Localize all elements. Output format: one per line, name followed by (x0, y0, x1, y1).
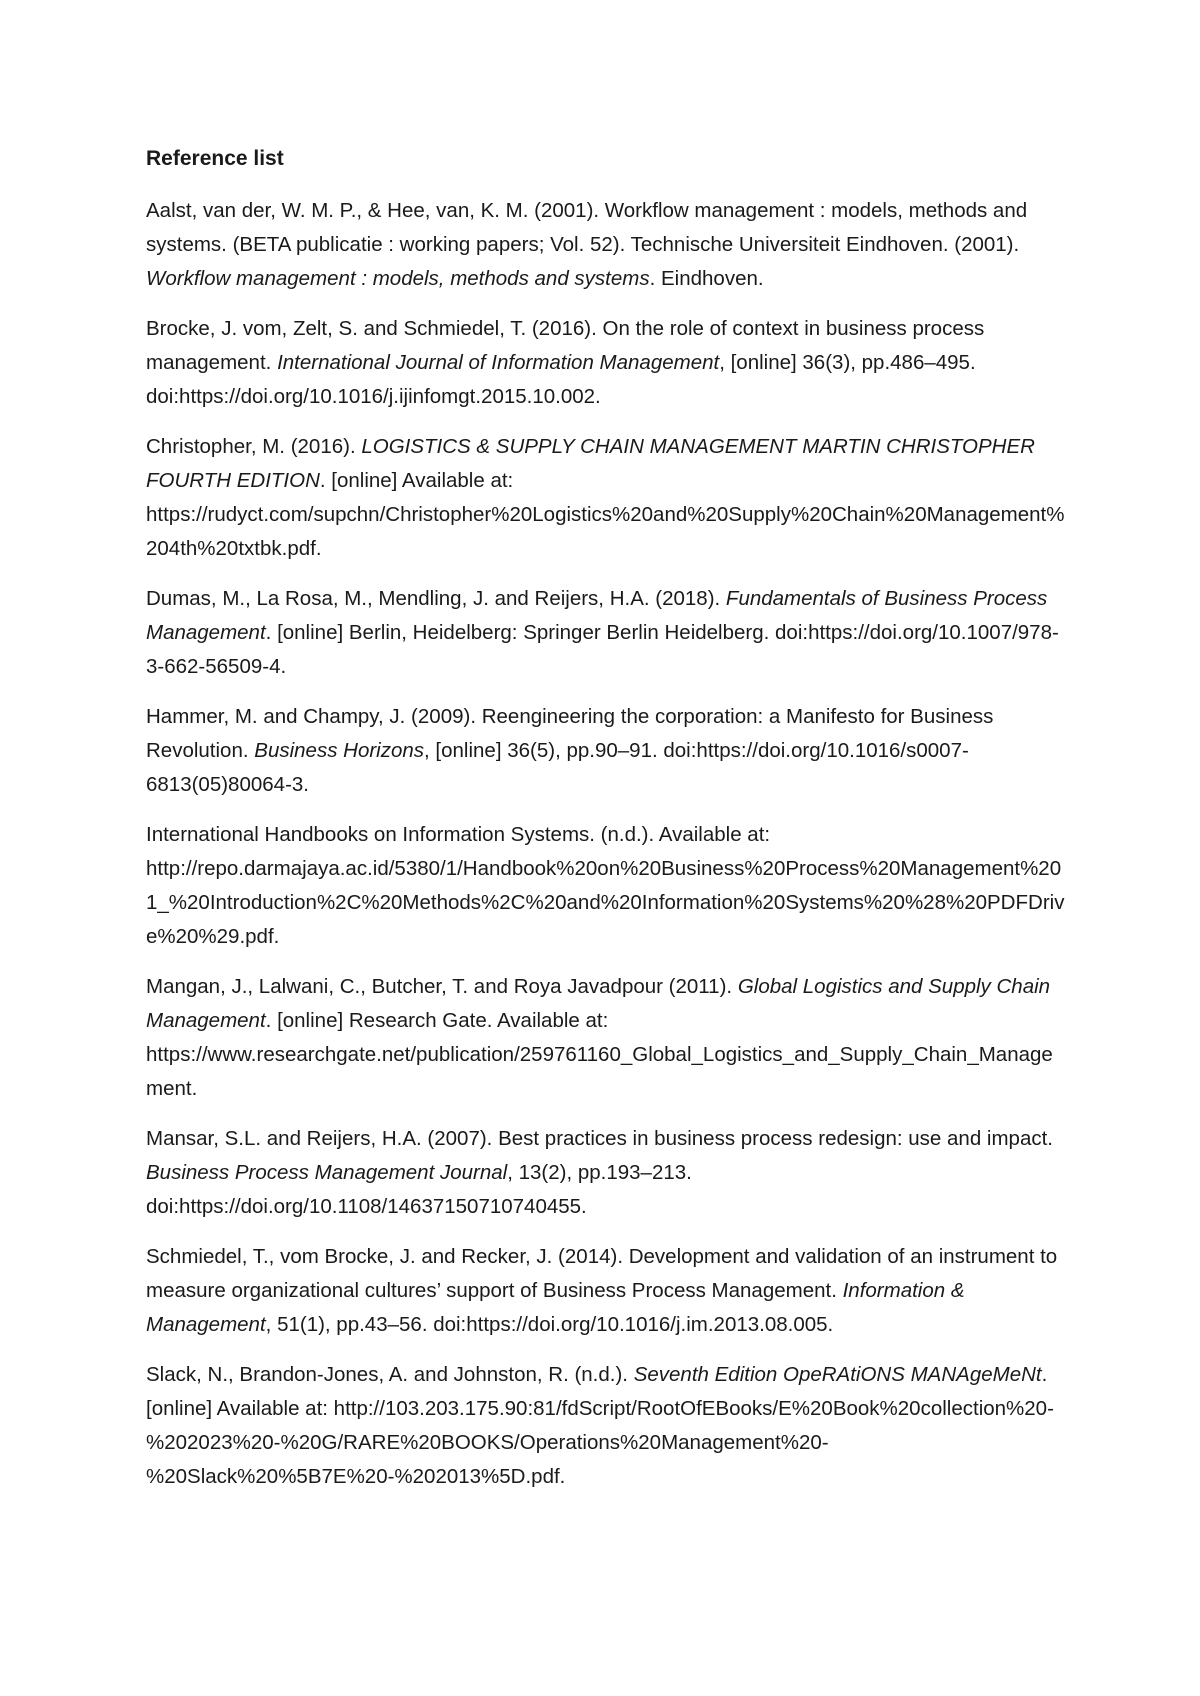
reference-title-italic: Workflow management : models, methods and systems (146, 267, 650, 290)
reference-title-italic: Business Process Management Journal (146, 1161, 508, 1184)
reference-title-italic: International Journal of Information Management (277, 351, 720, 374)
reference-entry (146, 194, 1066, 296)
reference-text: Mansar, S.L. and Reijers, H.A. (2007). Best practices in business process redesign: use and impact. (146, 1127, 1053, 1150)
reference-text: , 13(2), pp.193–213. doi:https://doi.org/10.1108/14637150710740455. (146, 1161, 692, 1218)
reference-title-italic: Fundamentals of Business Process Management (146, 587, 1048, 644)
reference-text: Brocke, J. vom, Zelt, S. and Schmiedel, T. (2016). On the role of context in business process management. (146, 317, 985, 374)
reference-text: Christopher, M. (2016). (146, 435, 362, 458)
reference-entry (146, 312, 1066, 414)
page-title: Reference list (146, 147, 284, 170)
reference-text: Aalst, van der, W. M. P., & Hee, van, K. M. (2001). Workflow management : models, methods and systems. (BETA publicatie : working papers; Vol. 52). Technische Universiteit Eindhoven. (2001). (146, 199, 1028, 256)
document-body (146, 144, 1066, 1510)
reference-text: . [online] Available at: https://rudyct.com/supchn/Christopher%20Logistics%20and%20Supply%20Chain%20Management%204th%20txtbk.pdf. (146, 469, 1065, 560)
reference-text: International Handbooks on Information Systems. (n.d.). Available at: http://repo.darmajaya.ac.id/5380/1/Handbook%20on%20Business%20Process%20Management%201_%20Introduction%2C%20Methods%2C%20and%20Information%20Systems%20%28%20PDFDrive%20%29.pdf. (146, 823, 1065, 948)
reference-text: , [online] 36(5), pp.90–91. doi:https://doi.org/10.1016/s0007-6813(05)80064-3. (146, 739, 969, 796)
reference-title-italic: Information & Management (146, 1279, 965, 1336)
reference-text: Hammer, M. and Champy, J. (2009). Reengineering the corporation: a Manifesto for Business Revolution. (146, 705, 994, 762)
reference-text: , [online] 36(3), pp.486–495. doi:https://doi.org/10.1016/j.ijinfomgt.2015.10.002. (146, 351, 976, 408)
reference-text: . [online] Available at: http://103.203.175.90:81/fdScript/RootOfEBooks/E%20Book%20collection%20-%202023%20-%20G/RARE%20BOOKS/Operations%20Management%20-%20Slack%20%5B7E%20-%202013%5D.pdf. (146, 1363, 1054, 1488)
reference-entry (146, 700, 1066, 802)
reference-text: . Eindhoven. (649, 267, 764, 290)
reference-entry (146, 1240, 1066, 1342)
reference-text: . [online] Research Gate. Available at: https://www.researchgate.net/publication/259761160_Global_Logistics_and_Supply_Chain_Management. (146, 1009, 1053, 1100)
reference-title-italic: Seventh Edition OpeRAtiONS MANAgeMeNt (633, 1363, 1042, 1386)
reference-entry (146, 582, 1066, 684)
reference-text: Mangan, J., Lalwani, C., Butcher, T. and Roya Javadpour (2011). (146, 975, 738, 998)
reference-text: Schmiedel, T., vom Brocke, J. and Recker, J. (2014). Development and validation of an instrument to measure organizational cultures’ support of Business Process Management. (146, 1245, 1058, 1302)
reference-entry (146, 1122, 1066, 1224)
reference-text: , 51(1), pp.43–56. doi:https://doi.org/10.1016/j.im.2013.08.005. (265, 1313, 834, 1336)
reference-entry (146, 1358, 1066, 1494)
reference-entry (146, 970, 1066, 1106)
reference-entry (146, 818, 1066, 954)
reference-text: Slack, N., Brandon-Jones, A. and Johnston, R. (n.d.). (146, 1363, 634, 1386)
reference-title-italic: Business Horizons (254, 739, 425, 762)
reference-title-italic: LOGISTICS & SUPPLY CHAIN MANAGEMENT MARTIN CHRISTOPHER FOURTH EDITION (146, 435, 1035, 492)
reference-text: . [online] Berlin, Heidelberg: Springer Berlin Heidelberg. doi:https://doi.org/10.1007/978-3-662-56509-4. (146, 621, 1059, 678)
reference-text: Dumas, M., La Rosa, M., Mendling, J. and Reijers, H.A. (2018). (146, 587, 726, 610)
reference-title-italic: Global Logistics and Supply Chain Management (146, 975, 1051, 1032)
reference-entry (146, 430, 1066, 566)
